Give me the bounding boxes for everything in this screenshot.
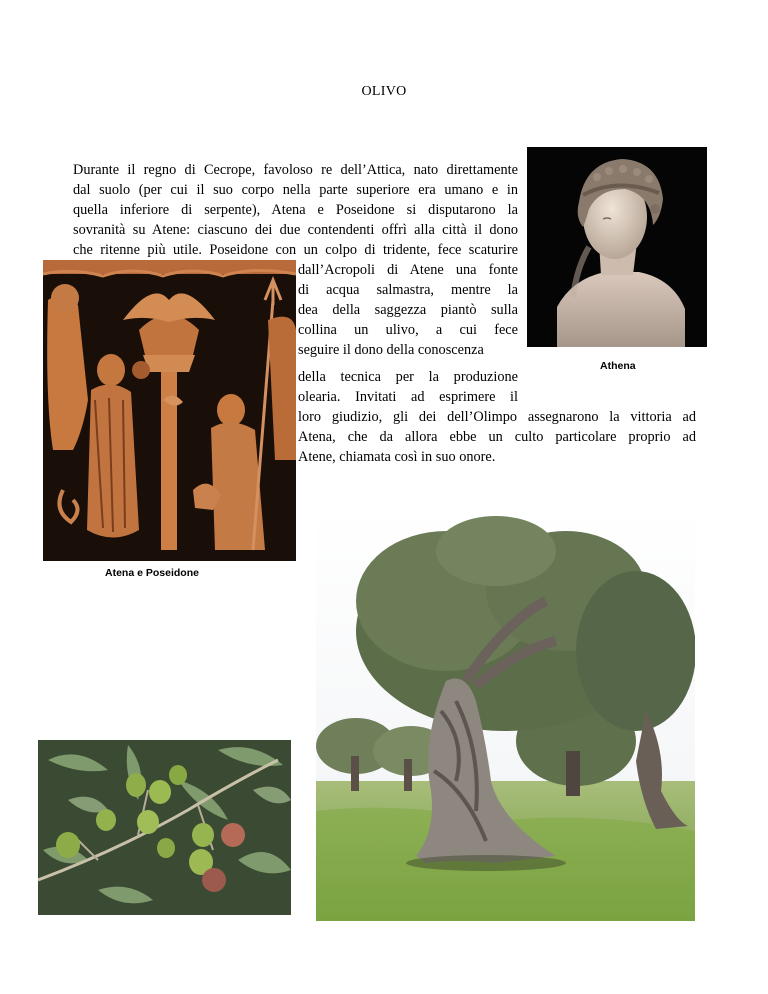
text-line-15: Atene, chiamata così in suo onore. bbox=[298, 449, 496, 465]
olives-branch-image bbox=[38, 740, 291, 915]
atena-poseidone-vase-image bbox=[43, 260, 296, 561]
olive-tree-image bbox=[316, 511, 695, 921]
text-line-3: quella inferiore di serpente), Atena e Poseidone si disputarono la bbox=[73, 202, 518, 218]
text-line-4: sovranità su Atene: ciascuno dei due contendenti offrì alla città il dono bbox=[73, 222, 518, 238]
athena-bust-image bbox=[527, 147, 707, 347]
text-line-6: dall’Acropoli di Atene una fonte bbox=[298, 262, 518, 278]
text-line-5: che ritenne più utile. Poseidone con un colpo di tridente, fece scaturire bbox=[73, 242, 518, 258]
text-line-10: seguire il dono della conoscenza bbox=[298, 342, 484, 358]
text-line-14: Atena, che da allora ebbe un culto particolare proprio ad bbox=[298, 429, 696, 445]
atena-poseidone-caption: Atena e Poseidone bbox=[105, 567, 199, 579]
athena-caption: Athena bbox=[600, 360, 636, 372]
text-line-9: collina un ulivo, a cui fece bbox=[298, 322, 518, 338]
text-line-2: dal suolo (per cui il suo corpo nella parte superiore era umano e in bbox=[73, 182, 518, 198]
text-line-13: loro giudizio, gli dei dell’Olimpo assegnarono la vittoria ad bbox=[298, 409, 696, 425]
page-title: OLIVO bbox=[361, 84, 407, 99]
text-line-1: Durante il regno di Cecrope, favoloso re dell’Attica, nato direttamente bbox=[73, 162, 518, 178]
text-line-11: della tecnica per la produzione bbox=[298, 369, 518, 385]
text-line-12: olearia. Invitati ad esprimere il bbox=[298, 389, 518, 405]
text-line-7: di acqua salmastra, mentre la bbox=[298, 282, 518, 298]
text-line-8: dea della saggezza piantò sulla bbox=[298, 302, 518, 318]
